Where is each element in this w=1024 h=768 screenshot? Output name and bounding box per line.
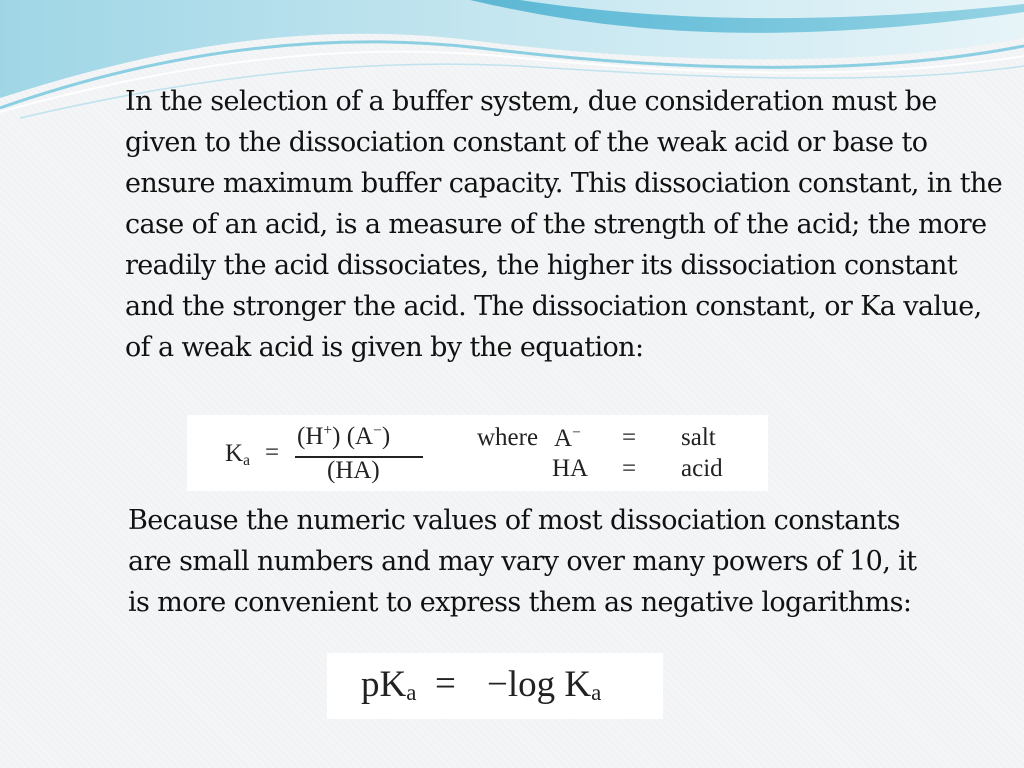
eq1-numerator: (H+) (A−) [297,422,391,450]
eq1-def-acid-symbol: HA [552,455,589,482]
eq1-denominator: (HA) [327,457,380,484]
equation-pka [327,653,663,719]
eq2-lhs: $pK_a$ [361,664,417,705]
eq1-lhs: $K_a$ [225,440,250,469]
eq2-rhs: −log $K_a$ [487,664,602,705]
eq1-def-salt-value: salt [681,424,716,451]
eq1-def-salt-symbol: A− [554,424,581,452]
paragraph-negative-logarithms: Because the numeric values of most dissociation constants are small numbers and may vary over many powers of 10, it is more convenient to express them as negative logarithms: [128,505,917,618]
paragraph-dissociation-constant: In the selection of a buffer system, due consideration must be given to the dissociation constant of the weak acid or base to ensure maximum buffer capacity. This dissociation constant, in the case of an acid, is a measure of the strength of the acid; the more readily the acid dissociates, the higher its dissociation constant and the stronger the acid. The dissociation constant, or Ka value, of a weak acid is given by the equation: [125,86,1003,363]
eq2-equals: = [435,663,456,704]
eq1-def-salt-equals: = [622,424,637,451]
eq1-where-label: where [477,424,539,451]
eq1-equals: = [265,439,280,466]
equation-ka-definition [187,415,768,491]
eq1-def-acid-equals: = [622,455,637,482]
eq1-def-acid-value: acid [681,455,723,482]
